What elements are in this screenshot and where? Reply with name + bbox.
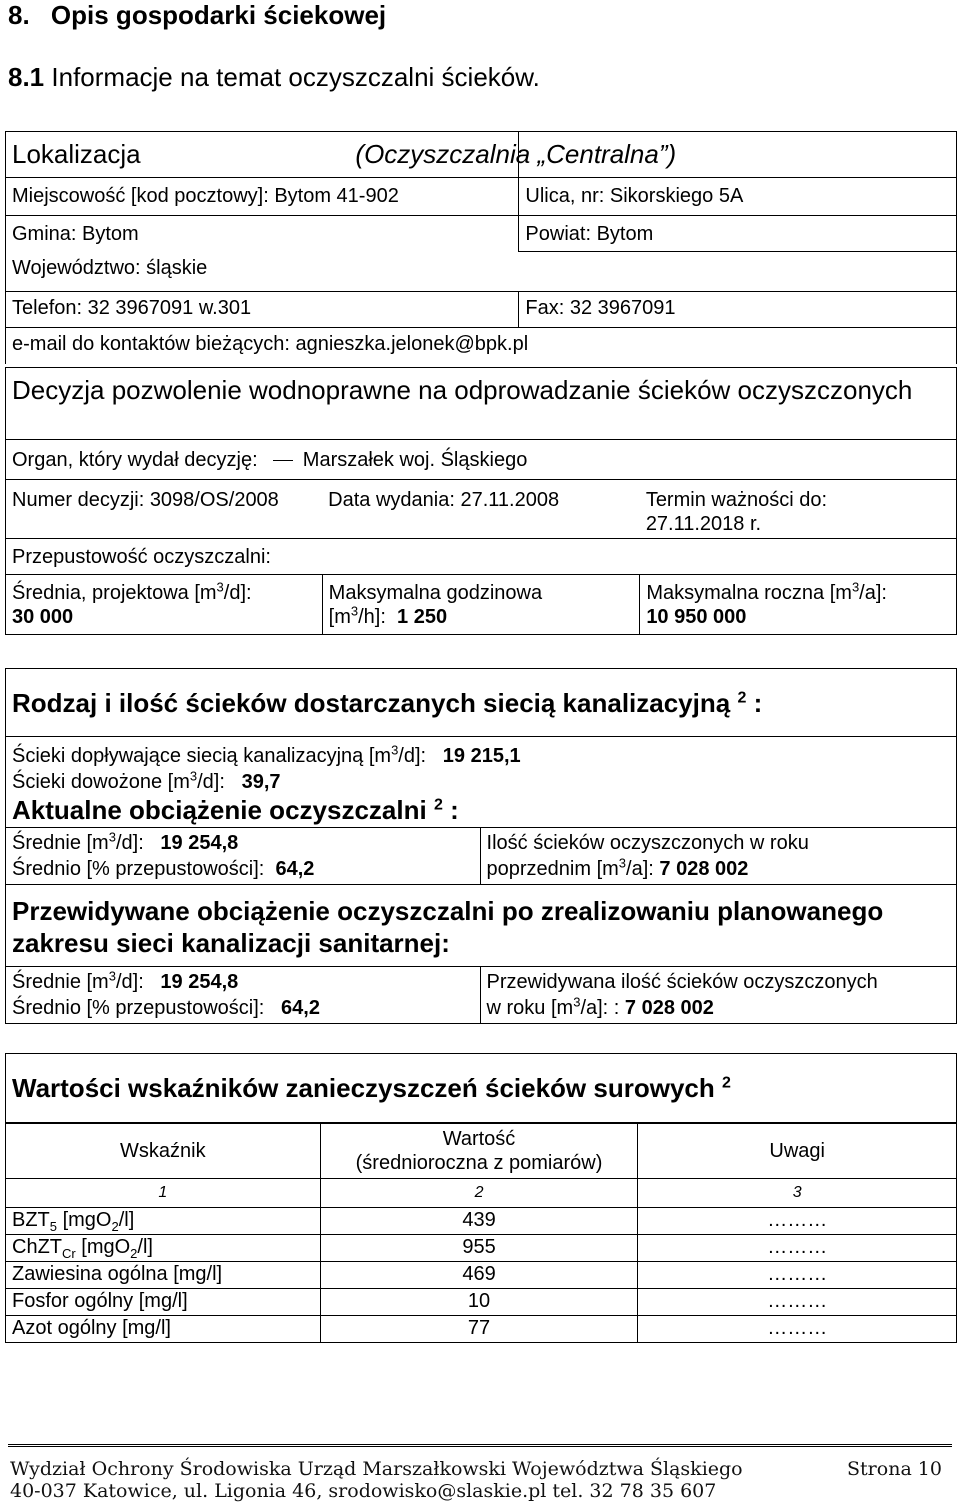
section-title: Opis gospodarki ściekowej bbox=[50, 0, 387, 30]
section-heading bbox=[8, 0, 386, 31]
decision-title: Decyzja pozwolenie wodnoprawne na odprowadzanie ścieków oczyszczonych bbox=[6, 368, 957, 440]
capacity-yearly-value: 10 950 000 bbox=[646, 606, 747, 628]
indicator-value: 469 bbox=[320, 1262, 638, 1289]
indicator-name: Azot ogólny [mg/l] bbox=[6, 1316, 321, 1343]
decision-validity-value: 27.11.2018 r. bbox=[645, 513, 762, 535]
col-number-3: 3 bbox=[638, 1179, 957, 1208]
indicator-value: 10 bbox=[320, 1289, 638, 1316]
decision-number: Numer decyzji: 3098/OS/2008 bbox=[6, 480, 323, 539]
inflow-row: Ścieki dopływające siecią kanalizacyjną $[m^3/d]$: 19 215,1 bbox=[12, 742, 521, 767]
indicator-note: ……… bbox=[638, 1208, 957, 1235]
table-row bbox=[6, 1208, 957, 1235]
issuing-organ-value: Marszałek woj. Śląskiego bbox=[302, 449, 528, 471]
table-row bbox=[6, 1316, 957, 1343]
issuing-organ: Organ, który wydał decyzję: Marszałek woj. Śląskiego bbox=[6, 440, 957, 480]
location-table bbox=[5, 131, 957, 364]
delivered-value: 39,7 bbox=[241, 771, 281, 793]
subsection-title: Informacje na temat oczyszczalni ścieków. bbox=[51, 62, 540, 92]
indicators-title-box bbox=[5, 1053, 957, 1124]
forecast-pct-value: 64,2 bbox=[281, 997, 320, 1019]
header-indicator: Wskaźnik bbox=[6, 1123, 321, 1179]
wojewodztwo-field: Województwo: śląskie bbox=[6, 252, 957, 292]
capacity-yearly: Maksymalna roczna $[m^3/a]$: 10 950 000 bbox=[640, 575, 957, 635]
table-row bbox=[6, 1289, 957, 1316]
forecast-load-values: Średnie $[m^3/d]$: 19 254,8 Średnio [% przepustowości]: 64,2 bbox=[6, 967, 481, 1024]
capacity-hourly-value: 1 250 bbox=[397, 606, 448, 628]
indicator-name: $BZT_5$ [mgO$_2$/l] bbox=[6, 1208, 321, 1235]
decision-validity: Termin ważności do: 27.11.2018 r. bbox=[640, 480, 957, 539]
current-load-values: Średnie $[m^3/d]$: 19 254,8 Średnio [% przepustowości]: 64,2 bbox=[6, 828, 481, 885]
subsection-number: 8.1 bbox=[8, 62, 45, 92]
footer-divider bbox=[8, 1444, 952, 1447]
forecast-year-value: 7 028 002 bbox=[624, 997, 714, 1019]
col-number-2: 2 bbox=[320, 1179, 638, 1208]
location-label: Lokalizacja bbox=[6, 132, 519, 178]
indicator-note: ……… bbox=[638, 1262, 957, 1289]
decision-date: Data wydania: 27.11.2008 bbox=[322, 480, 640, 539]
current-load-title: Aktualne obciążenie oczyszczalni $^2$ : bbox=[12, 795, 459, 825]
indicator-value: 955 bbox=[320, 1235, 638, 1262]
decision-table bbox=[5, 367, 957, 635]
indicator-name: Zawiesina ogólna [mg/l] bbox=[6, 1262, 321, 1289]
capacity-average: Średnia, projektowa $[m^3/d]$: 30 000 bbox=[6, 575, 323, 635]
table-row bbox=[6, 1262, 957, 1289]
previous-year-value: 7 028 002 bbox=[659, 858, 749, 880]
capacity-hourly: Maksymalna godzinowa $[m^3/h]$: 1 250 bbox=[322, 575, 640, 635]
indicator-note: ……… bbox=[638, 1235, 957, 1262]
indicator-value: 439 bbox=[320, 1208, 638, 1235]
indicator-name: Fosfor ogólny [mg/l] bbox=[6, 1289, 321, 1316]
header-notes: Uwagi bbox=[638, 1123, 957, 1179]
phone-field: Telefon: 32 3967091 w.301 bbox=[6, 292, 519, 328]
indicator-note: ……… bbox=[638, 1316, 957, 1343]
header-value: Wartość (średnioroczna z pomiarów) bbox=[320, 1123, 638, 1179]
current-pct-value: 64,2 bbox=[275, 858, 315, 880]
delivered-row: Ścieki dowożone $[m^3/d]$: 39,7 bbox=[12, 768, 281, 793]
forecast-title: Przewidywane obciążenie oczyszczalni po zrealizowaniu planowanego zakresu sieci kanalizacji sanitarnej: bbox=[6, 885, 957, 967]
sewage-table bbox=[5, 668, 957, 1024]
fax-field: Fax: 32 3967091 bbox=[519, 292, 957, 328]
col-number-1: 1 bbox=[6, 1179, 321, 1208]
indicators-table bbox=[5, 1122, 957, 1343]
indicator-value: 77 bbox=[320, 1316, 638, 1343]
indicator-note: ……… bbox=[638, 1289, 957, 1316]
footer-address: 40-037 Katowice, ul. Ligonia 46, srodowisko@slaskie.pl tel. 32 78 35 607 bbox=[10, 1480, 717, 1502]
powiat-field: Powiat: Bytom bbox=[519, 216, 957, 252]
street-field: Ulica, nr: Sikorskiego 5A bbox=[519, 178, 957, 216]
indicator-name: ChZT$_{Cr}$ [mgO$_2$/l] bbox=[6, 1235, 321, 1262]
previous-year-amount: Ilość ścieków oczyszczonych w roku poprzednim $[m^3/a]$: 7 028 002 bbox=[480, 828, 956, 885]
subsection-heading bbox=[8, 62, 540, 93]
sewage-flows bbox=[6, 737, 957, 828]
footer-page-number: Strona 10 bbox=[847, 1458, 942, 1480]
footer-office: Wydział Ochrony Środowiska Urząd Marszałkowski Województwa Śląskiego bbox=[10, 1458, 743, 1480]
email-field: e-mail do kontaktów bieżących: agnieszka.jelonek@bpk.pl bbox=[6, 328, 957, 364]
forecast-year-amount: Przewidywana ilość ścieków oczyszczonych w roku $[m^3/a]$: : 7 028 002 bbox=[480, 967, 956, 1024]
city-field: Miejscowość [kod pocztowy]: Bytom 41-902 bbox=[6, 178, 519, 216]
plant-name: (Oczyszczalnia „Centralna”) bbox=[519, 132, 957, 178]
section-number: 8. bbox=[8, 0, 30, 30]
capacity-label: Przepustowość oczyszczalni: bbox=[6, 539, 957, 575]
table-row bbox=[6, 1235, 957, 1262]
indicators-title: Wartości wskaźników zanieczyszczeń ścieków surowych $^2$ bbox=[6, 1054, 957, 1124]
current-avg-value: 19 254,8 bbox=[160, 832, 239, 854]
gmina-field: Gmina: Bytom bbox=[6, 216, 519, 252]
inflow-value: 19 215,1 bbox=[442, 745, 521, 767]
forecast-avg-value: 19 254,8 bbox=[160, 971, 239, 993]
capacity-average-value: 30 000 bbox=[12, 606, 74, 628]
sewage-title: Rodzaj i ilość ścieków dostarczanych siecią kanalizacyjną $^2$ : bbox=[6, 669, 957, 737]
